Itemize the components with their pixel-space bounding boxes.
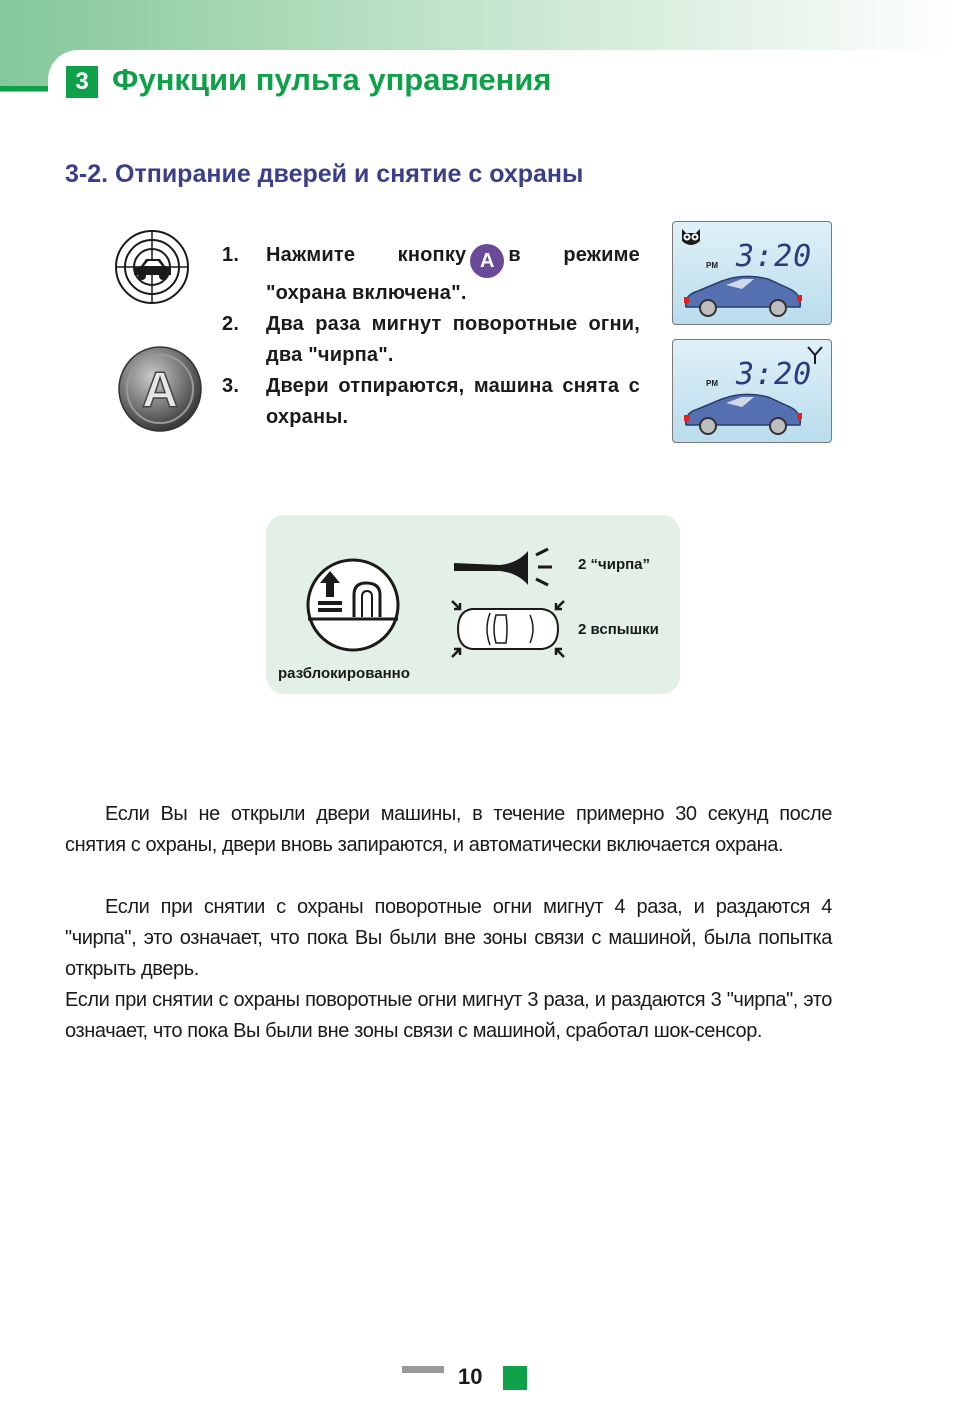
unlocked-lock-icon [306, 557, 400, 653]
lcd-pm-label: PM [706, 379, 718, 388]
section-title: 3-2. Отпирание дверей и снятие с охраны [65, 160, 584, 188]
steps-list [222, 240, 640, 433]
chapter-title: Функции пульта управления [112, 62, 552, 97]
paragraph-four-flashes: Если при снятии с охраны поворотные огни мигнут 4 раза, и раздаются 4 "чирпа", это означает, что пока Вы были вне зоны связи с машиной, была попытка открыть дверь. [65, 896, 832, 980]
status-panel [266, 515, 680, 694]
step-text [266, 240, 640, 309]
footer-green-square [503, 1366, 527, 1390]
step-3 [222, 371, 640, 433]
lcd-time: 3:20 [736, 357, 813, 392]
paragraph-auto-rearm: Если Вы не открыли двери машины, в течение примерно 30 секунд после снятия с охраны, двери вновь запираются, и автоматически включается охрана. [65, 803, 832, 856]
car-top-view-icon [450, 599, 566, 659]
page-number: 10 [458, 1364, 483, 1389]
owl-icon [678, 225, 704, 249]
step-number: 3. [222, 375, 240, 397]
car-target-icon [114, 229, 190, 305]
chapter-number-badge: 3 [66, 66, 98, 98]
step-number: 1. [222, 244, 240, 266]
lcd-display-disarmed [672, 339, 832, 443]
a-button-icon [117, 345, 203, 433]
footer-gray-bar [402, 1366, 444, 1373]
unlocked-label: разблокированно [278, 665, 410, 682]
car-side-icon [682, 391, 804, 437]
header-rule [0, 86, 48, 91]
step-number: 2. [222, 313, 240, 335]
step-1 [222, 240, 640, 309]
lcd-display-armed [672, 221, 832, 325]
paragraph-three-flashes: Если при снятии с охраны поворотные огни мигнут 3 раза, и раздаются 3 "чирпа", это означает, что пока Вы были вне зоны связи с машиной, сработал шок-сенсор. [65, 989, 832, 1042]
flash-label: 2 вспышки [578, 621, 659, 638]
step-text: Двери отпираются, машина снята с охраны. [266, 375, 640, 428]
step-text: Два раза мигнут поворотные огни, два "чирпа". [266, 313, 640, 366]
step-text-after: в режиме "охрана включена". [266, 244, 640, 304]
svg-text:A: A [141, 362, 179, 418]
lcd-pm-label: PM [706, 261, 718, 270]
step-2 [222, 309, 640, 371]
lcd-time: 3:20 [736, 239, 813, 274]
horn-icon [452, 545, 568, 589]
step-text-before: Нажмите кнопку [266, 244, 467, 266]
chirp-label: 2 “чирпа” [578, 556, 651, 573]
car-side-icon [682, 273, 804, 319]
a-button-badge-icon: A [470, 244, 504, 278]
